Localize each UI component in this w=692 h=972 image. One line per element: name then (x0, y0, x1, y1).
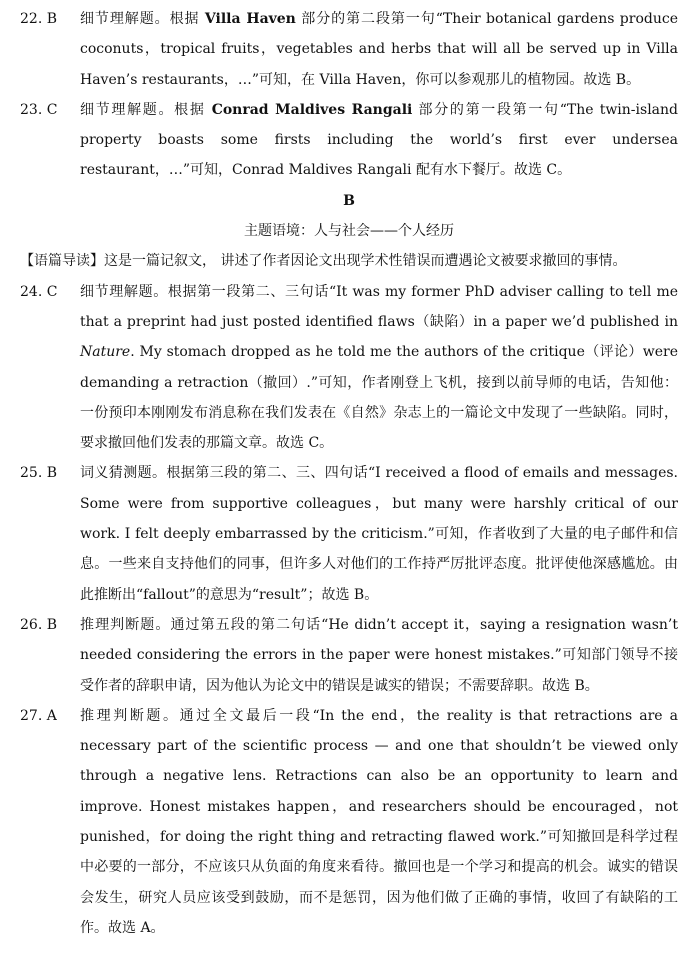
explanation-text: 细节理解题。根据第一段第二、三句话“It was my former PhD adviser calling to tell me that a preprint had just posted identified flaws（缺陷）in a paper we’d published in (80, 283, 678, 330)
answer-item-24 (20, 277, 678, 459)
answer-explanation (80, 4, 678, 95)
explanation-text: 细节理解题。根据 (80, 11, 205, 27)
answer-item-27 (20, 701, 678, 943)
explanation-text: 推理判断题。通过全文最后一段“In the end，the reality is that retractions are a necessary part of the scientific process — and one that shouldn’t be viewed only through a negative lens. Retractions can also be an opportunity to learn and improve. Honest mistakes happen，and researchers should be encouraged，not punished，for doing the right thing and retracting flawed work.”可知撤回是科学过程中必要的一部分，不应该只从负面的角度来看待。撤回也是一个学习和提高的机会。诚实的错误会发生，研究人员应该受到鼓励，而不是惩罚，因为他们做了正确的事情，收回了有缺陷的工作。故选 A。 (80, 707, 678, 936)
answer-number: 27. A (20, 707, 57, 724)
explanation-text: . My stomach dropped as he told me the authors of the critique（评论）were demanding a retraction（撤回）.”可知，作者刚登上飞机，接到以前导师的电话，告知他：一份预印本刚刚发布消息称在我们发表在《自然》杂志上的一篇论文中发现了一些缺陷。同时，要求撤回他们发表的那篇文章。故选 C。 (80, 344, 678, 452)
answer-number: 26. B (20, 616, 58, 633)
answer-item-23 (20, 95, 678, 186)
explanation-bold: Conrad Maldives Rangali (211, 101, 413, 118)
answer-item-22 (20, 4, 678, 95)
explanation-text: 推理判断题。通过第五段的第二句话“He didn’t accept it，saying a resignation wasn’t needed considering the errors in the paper were honest mistakes.”可知部门领导不接受作者的辞职申请，因为他认为论文中的错误是诚实的错误；不需要辞职。故选 B。 (80, 616, 678, 694)
answer-explanation (80, 610, 678, 701)
explanation-text: 词义猜测题。根据第三段的第二、三、四句话“I received a flood of emails and messages. Some were from supportive colleagues，but many were harshly critical of our work. I felt deeply embarrassed by the criticism.”可知，作者收到了大量的电子邮件和信息。一些来自支持他们的同事，但许多人对他们的工作持严厉批评态度。批评使他深感尴尬。由此推断出“fallout”的意思为“result”；故选 B。 (80, 465, 678, 603)
answer-explanation (80, 701, 678, 943)
answer-explanation (80, 458, 678, 609)
explanation-bold: Villa Haven (204, 11, 296, 27)
explanation-text: 部分的第二段第一句“Their botanical gardens produce coconuts，tropical fruits，vegetables and herbs that will all be served up in Villa Haven’s restaurants，…”可知，在 Villa Haven，你可以参观那儿的植物园。故选 B。 (80, 11, 678, 88)
answer-explanation (80, 95, 678, 186)
explanation-italic: Nature (80, 344, 131, 361)
answer-explanation (80, 277, 678, 459)
section-theme: 主题语境：人与社会——个人经历 (244, 223, 454, 240)
answer-number: 23. C (20, 101, 58, 118)
answer-item-26 (20, 610, 678, 701)
explanation-text: 部分的第一段第一句“The twin-island property boasts some firsts including the world’s first ever undersea restaurant，…”可知，Conrad Maldives Rangali 配有水下餐厅。故选 C。 (80, 101, 678, 179)
answer-number: 24. C (20, 283, 58, 300)
answer-number: 22. B (20, 11, 58, 27)
explanation-text: 细节理解题。根据 (80, 101, 212, 118)
section-intro: 【语篇导读】这是一篇记叙文， 讲述了作者因论文出现学术性错误而遭遇论文被要求撤回的事情。 (20, 253, 627, 270)
answer-number: 25. B (20, 465, 58, 482)
section-letter: B (343, 192, 355, 209)
answer-item-25 (20, 458, 678, 609)
